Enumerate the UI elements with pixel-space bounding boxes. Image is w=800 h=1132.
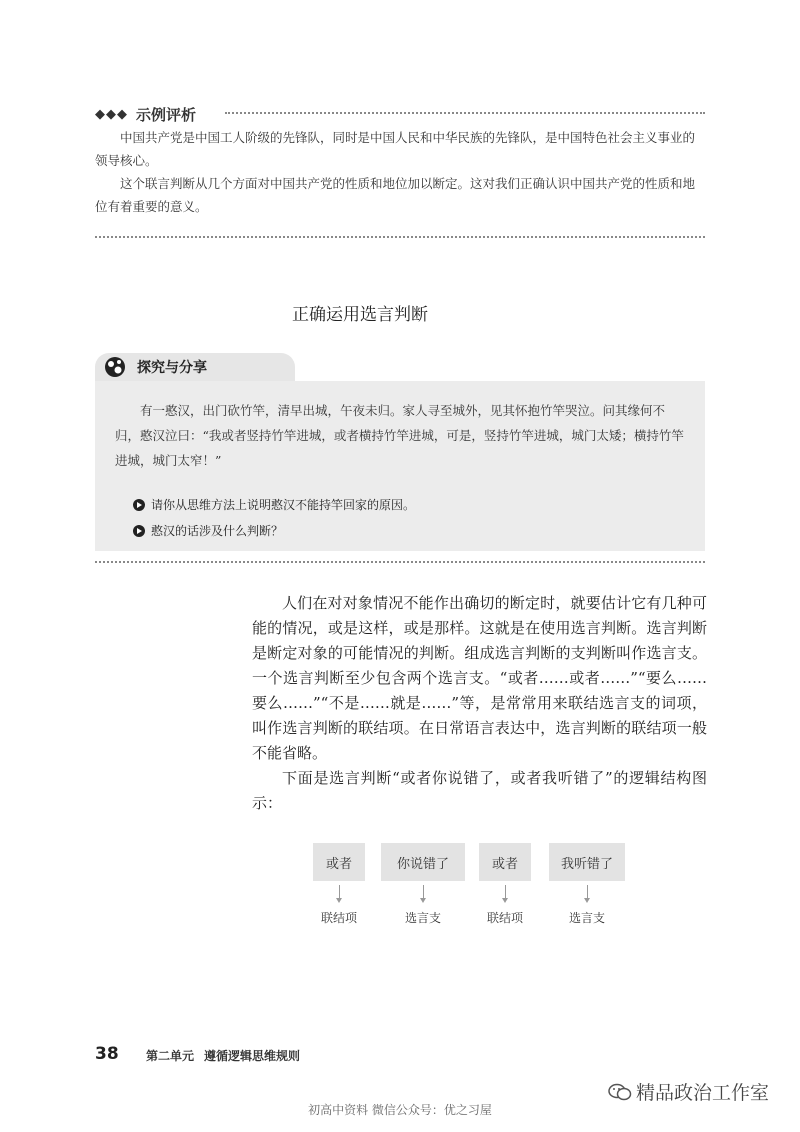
question-text: 憨汉的话涉及什么判断？ — [151, 524, 284, 538]
example-title: 示例评析 — [136, 105, 197, 124]
main-text — [252, 591, 707, 816]
running-head — [146, 1047, 300, 1064]
page-number: 38 — [95, 1044, 119, 1064]
question-item — [133, 522, 283, 539]
down-arrow-icon — [587, 885, 588, 899]
diagram-label: 选言支 — [568, 911, 605, 925]
dotted-divider — [95, 236, 705, 238]
unit-title: 遵循逻辑思维规则 — [204, 1049, 301, 1063]
play-bullet-icon — [133, 525, 145, 537]
diagram-box: 你说错了 — [381, 843, 465, 881]
diagram-item — [549, 843, 625, 926]
down-arrow-icon — [339, 885, 340, 899]
diagram-box: 或者 — [479, 843, 531, 881]
explore-story — [115, 398, 685, 473]
diagram-item — [381, 843, 465, 926]
down-arrow-icon — [505, 885, 506, 899]
explore-icon — [103, 355, 127, 379]
explore-tab — [95, 353, 295, 381]
example-paragraph: 这个联言判断从几个方面对中国共产党的性质和地位加以断定。这对我们正确认识中国共产党的性质和地位有着重要的意义。 — [95, 176, 696, 214]
diagram-label: 选言支 — [404, 911, 441, 925]
dotted-divider — [95, 561, 705, 563]
logic-structure-diagram — [313, 843, 628, 923]
watermark-text: 精品政治工作室 — [636, 1082, 770, 1104]
example-paragraph: 中国共产党是中国工人阶级的先锋队，同时是中国人民和中华民族的先锋队，是中国特色社会主义事业的领导核心。 — [95, 130, 696, 168]
diagram-label: 联结项 — [486, 911, 523, 925]
play-bullet-icon — [133, 499, 145, 511]
unit-label: 第二单元 — [146, 1049, 195, 1063]
example-header — [95, 104, 196, 124]
explore-title: 探究与分享 — [137, 360, 207, 376]
diagram-box: 我听错了 — [549, 843, 625, 881]
diagram-item — [313, 843, 365, 926]
diagram-item — [479, 843, 531, 926]
example-body — [95, 126, 705, 218]
section-title: 正确运用选言判断 — [292, 305, 428, 325]
main-paragraph: 下面是选言判断“或者你说错了，或者我听错了”的逻辑结构图示： — [252, 769, 707, 812]
question-text: 请你从思维方法上说明憨汉不能持竿回家的原因。 — [151, 498, 416, 512]
diagram-label: 联结项 — [320, 911, 357, 925]
dotted-divider — [225, 112, 705, 114]
down-arrow-icon — [423, 885, 424, 899]
wechat-icon — [608, 1083, 632, 1101]
question-item — [133, 496, 415, 513]
diamond-marker-icon: ◆◆◆ — [95, 106, 128, 122]
story-paragraph: 有一憨汉，出门砍竹竿，清早出城，午夜未归。家人寻至城外，见其怀抱竹竿哭泣。问其缘何不归，憨汉泣曰：“我或者竖持竹竿进城，或者横持竹竿进城，可是，竖持竹竿进城，城门太矮；横持竹竿进城，城门太窄！” — [115, 403, 684, 468]
main-paragraph: 人们在对对象情况不能作出确切的断定时，就要估计它有几种可能的情况，或是这样，或是那样。这就是在使用选言判断。选言判断是断定对象的可能情况的判断。组成选言判断的支判断叫作选言支。一个选言判断至少包含两个选言支。“或者……或者……”“要么……要么……”“不是……就是……”等，是常常用来联结选言支的词项，叫作选言判断的联结项。在日常语言表达中，选言判断的联结项一般不能省略。 — [252, 594, 707, 762]
bottom-note: 初高中资料 微信公众号：优之习屋 — [308, 1103, 492, 1117]
diagram-box: 或者 — [313, 843, 365, 881]
